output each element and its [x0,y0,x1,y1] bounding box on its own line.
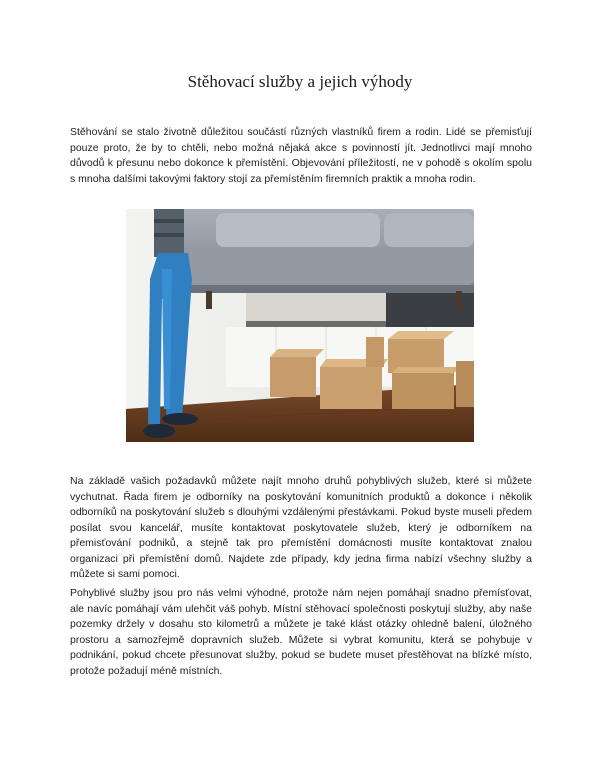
page-title: Stěhovací služby a jejich výhody [187,72,413,91]
paragraph-benefits: Pohyblivé služby jsou pro nás velmi výhodné, protože nám nejen pomáhají snadno přemísťovat, ale navíc pomáhají vám ulehčit váš pohyb. Místní stěhovací společnosti poskytují služby, aby naše pozemky držely v dosahu sto kilometrů a můžete je také klást otázky ohledně balení, úložného prostoru a samozřejmě dopravních služeb. Můžete si vybrat komunitu, která se pohybuje v podnikání, pokud chcete přesunovat služby, pokud se budete muset přestěhovat na blízké místo, protože požadují méně místních. [70,587,532,677]
paragraph-intro: Stěhování se stalo životně důležitou součástí různých vlastníků firem a rodin. Lidé se přemisťují pouze proto, že by to chtěli, nebo možná nějaká akce s povinností jít. Jednotlivci mají mnoho důvodů k přesunu nebo dokonce k přemístění. Objevování příležitostí, ne v pohodě s okolím spolu s mnoha dalšími takovými faktory stojí za přemístěním firemních praktik a mnoha rodin. [70,126,532,185]
paragraph-services: Na základě vašich požadavků můžete najít mnoho druhů pohyblivých služeb, které si můžete vychutnat. Řada firem je odborníky na poskytování komunitních produktů a dokonce i několik odborníků na poskytování služeb s dlouhými vzdálenými přestávkami. Pokud byste museli předem posílat svou kancelář, musíte kontaktovat poskytovatele služeb, který je odborníkem na přemisťování podniků, a stejně tak pro přemístění domácnosti musíte kontaktovat znalou organizaci při přemístění domů. Najdete zde případy, kdy jedna firma nabízí všechny služby a můžete si sami pomoci. [70,475,532,580]
moving-sofa-photo [126,209,474,442]
